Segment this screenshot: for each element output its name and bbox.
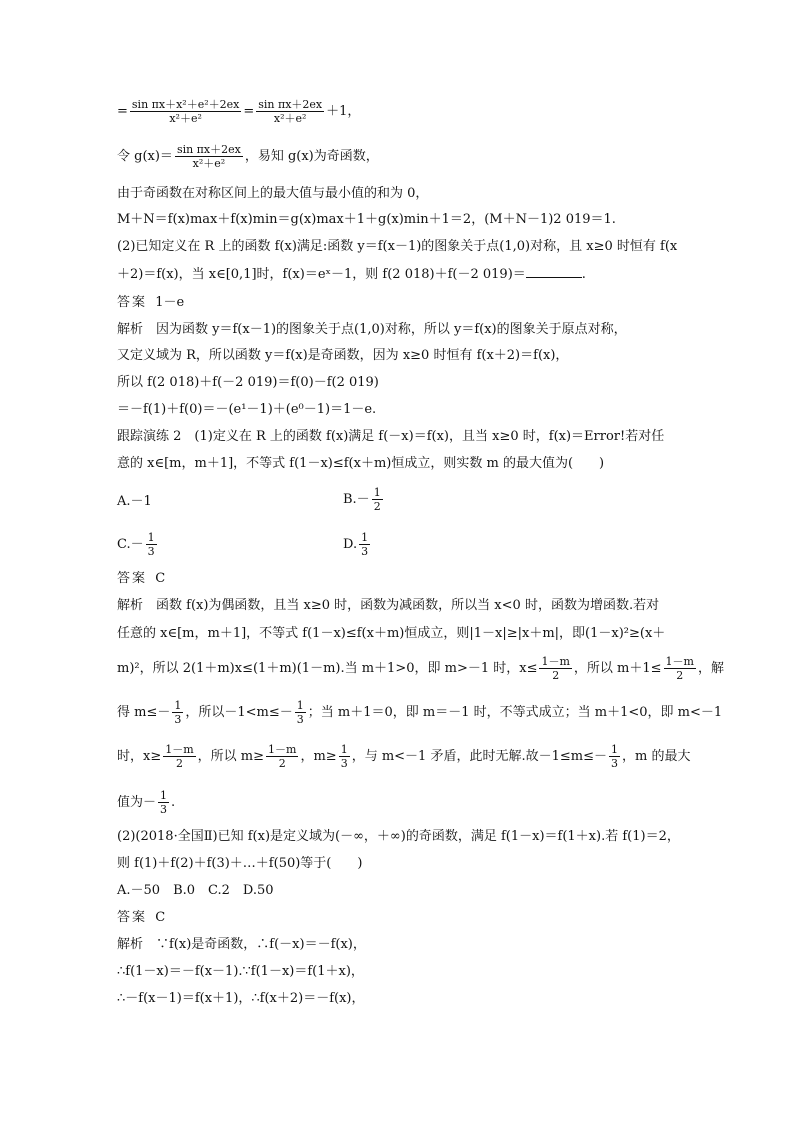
- text: ；当 m＋1＝0，即 m＝－1 时，不等式成立；当 m＋1<0，即 m<－1: [307, 705, 723, 720]
- answer-label: 答案: [117, 910, 148, 925]
- fraction: [256, 98, 324, 125]
- question-line: 则 f(1)＋f(2)＋f(3)＋…＋f(50)等于( ): [117, 856, 363, 871]
- numerator: sin πx＋2ex: [176, 143, 241, 156]
- option-d: [343, 531, 372, 558]
- text: ，m 的最大: [621, 749, 691, 764]
- numerator: 1: [610, 743, 618, 756]
- option-c: [117, 531, 159, 558]
- denominator: 3: [296, 713, 304, 726]
- text: ，所以 m＋1≤: [573, 661, 662, 676]
- answer-value: 1－e: [155, 295, 185, 310]
- question-line: (2)(2018·全国Ⅱ)已知 f(x)是定义域为(－∞，＋∞)的奇函数，满足 f(1－x)＝f(1＋x).若 f(1)＝2，: [117, 829, 680, 844]
- analysis-line: [117, 789, 175, 816]
- denominator: 2: [373, 500, 381, 513]
- fraction: [146, 531, 157, 558]
- fraction: [359, 531, 370, 558]
- text: .: [581, 267, 586, 282]
- denominator: 3: [361, 545, 369, 558]
- option-a: A.－1: [117, 494, 152, 509]
- denominator: 2: [664, 668, 696, 682]
- numerator: 1: [373, 486, 381, 499]
- text: ＋1，: [326, 104, 361, 119]
- analysis-line: 解析 ∵f(x)是奇函数，∴f(－x)＝－f(x)，: [117, 937, 366, 952]
- numerator: 1: [147, 531, 155, 544]
- numerator: sin πx＋2ex: [258, 98, 323, 111]
- fraction: [609, 743, 620, 770]
- fraction: [539, 655, 571, 682]
- numerator: 1－m: [665, 655, 694, 668]
- analysis-line: 任意的 x∈[m，m＋1]，不等式 f(1－x)≤f(x＋m)恒成立，则|1－x|≥|x＋m|，即(1－x)²≥(x＋: [117, 626, 666, 641]
- analysis-line: [117, 699, 722, 726]
- answer-value: C: [155, 571, 166, 586]
- text: C.－: [117, 537, 144, 552]
- answer-label: 答案: [117, 571, 148, 586]
- fraction: [130, 98, 241, 125]
- equation-line-1: [117, 98, 360, 125]
- analysis-line: 解析 函数 f(x)为偶函数，且当 x≥0 时，函数为减函数，所以当 x<0 时，函数为增函数.若对: [117, 598, 660, 613]
- fraction: [158, 789, 169, 816]
- text: ，易知 g(x)为奇函数，: [244, 149, 379, 164]
- answer-line: [117, 909, 165, 927]
- denominator: 3: [160, 803, 168, 816]
- numerator: 1: [361, 531, 369, 544]
- answer-line: [117, 294, 184, 312]
- numerator: sin πx＋x²＋e²＋2ex: [131, 98, 240, 111]
- text: .: [171, 795, 176, 810]
- practice-title-line: 跟踪演练 2 (1)定义在 R 上的函数 f(x)满足 f(－x)＝f(x)，且当 x≥0 时，f(x)＝Error!若对任: [117, 429, 665, 444]
- question-line: (2)已知定义在 R 上的函数 f(x)满足:函数 y＝f(x－1)的图象关于点(1,0)对称，且 x≥0 时恒有 f(x: [117, 239, 678, 254]
- analysis-line: ∴－f(x－1)＝f(x＋1)，∴f(x＋2)＝－f(x)，: [117, 991, 365, 1006]
- analysis-line: 又定义域为 R，所以函数 y＝f(x)是奇函数，因为 x≥0 时恒有 f(x＋2)＝f(x)，: [117, 348, 569, 363]
- option-b: [343, 486, 385, 513]
- fraction: [163, 743, 195, 770]
- text: B.－: [343, 492, 370, 507]
- text: 令 g(x)＝: [117, 149, 173, 164]
- text-line: M＋N＝f(x)max＋f(x)min＝g(x)max＋1＋g(x)min＋1＝2，(M＋N－1)2 019＝1.: [117, 212, 616, 227]
- text: m)²，所以 2(1＋m)x≤(1＋m)(1－m).当 m＋1>0，即 m>－1 时，x≤: [117, 661, 538, 676]
- text: ，解: [697, 661, 724, 676]
- denominator: 3: [147, 545, 155, 558]
- answer-blank: [526, 265, 582, 278]
- question-line: 意的 x∈[m，m＋1]，不等式 f(1－x)≤f(x＋m)恒成立，则实数 m 的最大值为( ): [117, 456, 605, 471]
- denominator: x²＋e²: [256, 111, 324, 125]
- analysis-line: ∴f(1－x)＝－f(x－1).∵f(1－x)＝f(1＋x)，: [117, 964, 364, 979]
- analysis-line: 所以 f(2 018)＋f(－2 019)＝f(0)－f(2 019): [117, 375, 379, 390]
- denominator: x²＋e²: [130, 111, 241, 125]
- denominator: 3: [610, 757, 618, 770]
- numerator: 1: [296, 699, 304, 712]
- denominator: x²＋e²: [175, 156, 243, 170]
- numerator: 1－m: [165, 743, 194, 756]
- numerator: 1: [160, 789, 168, 802]
- text: 值为－: [117, 795, 157, 810]
- options-line: A.－50 B.0 C.2 D.50: [117, 883, 274, 898]
- fraction: [266, 743, 298, 770]
- numerator: 1－m: [268, 743, 297, 756]
- text: ＋2)＝f(x)，当 x∈[0,1]时，f(x)＝eˣ－1，则 f(2 018)＋f(－2 019)＝: [117, 267, 526, 282]
- text: =: [243, 104, 255, 119]
- text: ，所以－1<m≤－: [185, 705, 293, 720]
- fraction: [372, 486, 383, 513]
- denominator: 2: [163, 756, 195, 770]
- answer-line: [117, 570, 165, 588]
- denominator: 3: [174, 713, 182, 726]
- answer-value: C: [155, 910, 166, 925]
- fraction: [172, 699, 183, 726]
- text: =: [117, 104, 128, 119]
- equation-line-2: [117, 143, 379, 170]
- text: 得 m≤－: [117, 705, 171, 720]
- text: ，所以 m≥: [197, 749, 265, 764]
- numerator: 1: [174, 699, 182, 712]
- analysis-line: [117, 655, 724, 682]
- text: 时，x≥: [117, 749, 162, 764]
- text: D.: [343, 537, 358, 552]
- text-line: 由于奇函数在对称区间上的最大值与最小值的和为 0，: [117, 186, 429, 201]
- analysis-line: [117, 743, 690, 770]
- fraction: [175, 143, 243, 170]
- fraction: [295, 699, 306, 726]
- text: ，与 m<－1 矛盾，此时无解.故－1≤m≤－: [351, 749, 607, 764]
- question-line: [117, 265, 586, 284]
- text: ，m≥: [300, 749, 337, 764]
- denominator: 3: [340, 757, 348, 770]
- fraction: [664, 655, 696, 682]
- analysis-line: ＝－f(1)＋f(0)＝－(e¹－1)＋(e⁰－1)＝1－e.: [117, 402, 377, 417]
- denominator: 2: [539, 668, 571, 682]
- numerator: 1－m: [541, 655, 570, 668]
- fraction: [339, 743, 350, 770]
- denominator: 2: [266, 756, 298, 770]
- answer-label: 答案: [117, 295, 148, 310]
- analysis-line: 解析 因为函数 y＝f(x－1)的图象关于点(1,0)对称，所以 y＝f(x)的图象关于原点对称，: [117, 322, 627, 337]
- numerator: 1: [340, 743, 348, 756]
